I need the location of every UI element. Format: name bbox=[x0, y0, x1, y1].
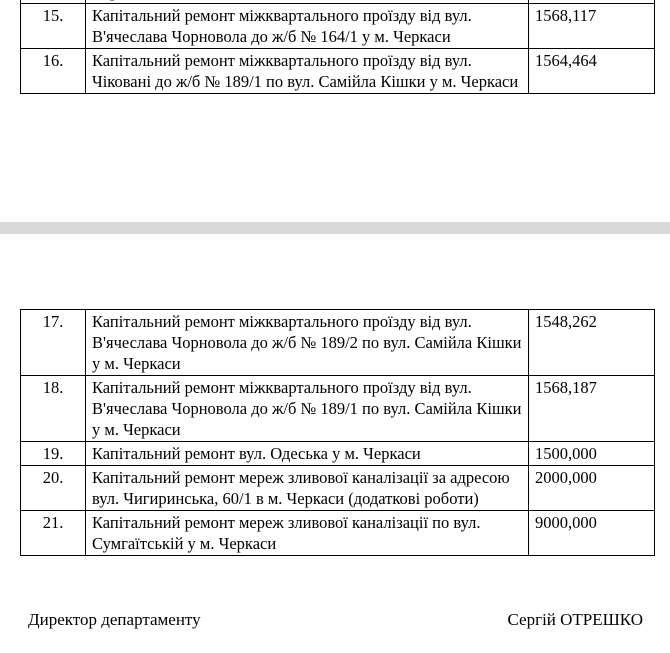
signer-name: Сергій ОТРЕШКО bbox=[507, 610, 643, 629]
row-value: 9000,000 bbox=[529, 511, 655, 556]
table-row bbox=[21, 310, 655, 376]
table-row bbox=[21, 511, 655, 556]
row-value: 1568,187 bbox=[529, 376, 655, 442]
row-description: Капітальний ремонт міжквартального проїзду від вул. В'ячеслава Чорновола до ж/б № 189/2 по вул. Самійла Кішки у м. Черкаси bbox=[86, 310, 529, 376]
row-description: Капітальний ремонт мереж зливової каналізації за адресою вул. Чигиринська, 60/1 в м. Черкаси (додаткові роботи) bbox=[86, 466, 529, 511]
row-number: 16. bbox=[21, 49, 86, 94]
row-value: 1564,464 bbox=[529, 49, 655, 94]
budget-table-bottom bbox=[20, 309, 655, 556]
row-description: Капітальний ремонт міжквартального проїзду від вул. В'ячеслава Чорновола до ж/б № 189/1 по вул. Самійла Кішки у м. Черкаси bbox=[86, 376, 529, 442]
row-number: 15. bbox=[21, 4, 86, 49]
table-row bbox=[21, 49, 655, 94]
row-number: 17. bbox=[21, 310, 86, 376]
row-value: 1548,262 bbox=[529, 310, 655, 376]
row-description: Капітальний ремонт міжквартального проїзду від вул. Чіковані до ж/б № 189/1 по вул. Самійла Кішки у м. Черкаси bbox=[86, 49, 529, 94]
page-break-divider bbox=[0, 222, 670, 234]
table-row bbox=[21, 4, 655, 49]
budget-table-top bbox=[20, 0, 655, 94]
row-value: 1500,000 bbox=[529, 442, 655, 466]
row-value: 2000,000 bbox=[529, 466, 655, 511]
row-description: Капітальний ремонт вул. Одеська у м. Черкаси bbox=[86, 442, 529, 466]
row-description: Капітальний ремонт мереж зливової каналізації по вул. Сумгаїтській у м. Черкаси bbox=[86, 511, 529, 556]
row-number: 18. bbox=[21, 376, 86, 442]
signer-position: Директор департаменту bbox=[28, 610, 201, 629]
table-row bbox=[21, 466, 655, 511]
table-row bbox=[21, 442, 655, 466]
row-number: 19. bbox=[21, 442, 86, 466]
table-row bbox=[21, 376, 655, 442]
row-number: 21. bbox=[21, 511, 86, 556]
row-number: 20. bbox=[21, 466, 86, 511]
row-description: Капітальний ремонт міжквартального проїзду від вул. В'ячеслава Чорновола до ж/б № 164/1 у м. Черкаси bbox=[86, 4, 529, 49]
row-value: 1568,117 bbox=[529, 4, 655, 49]
